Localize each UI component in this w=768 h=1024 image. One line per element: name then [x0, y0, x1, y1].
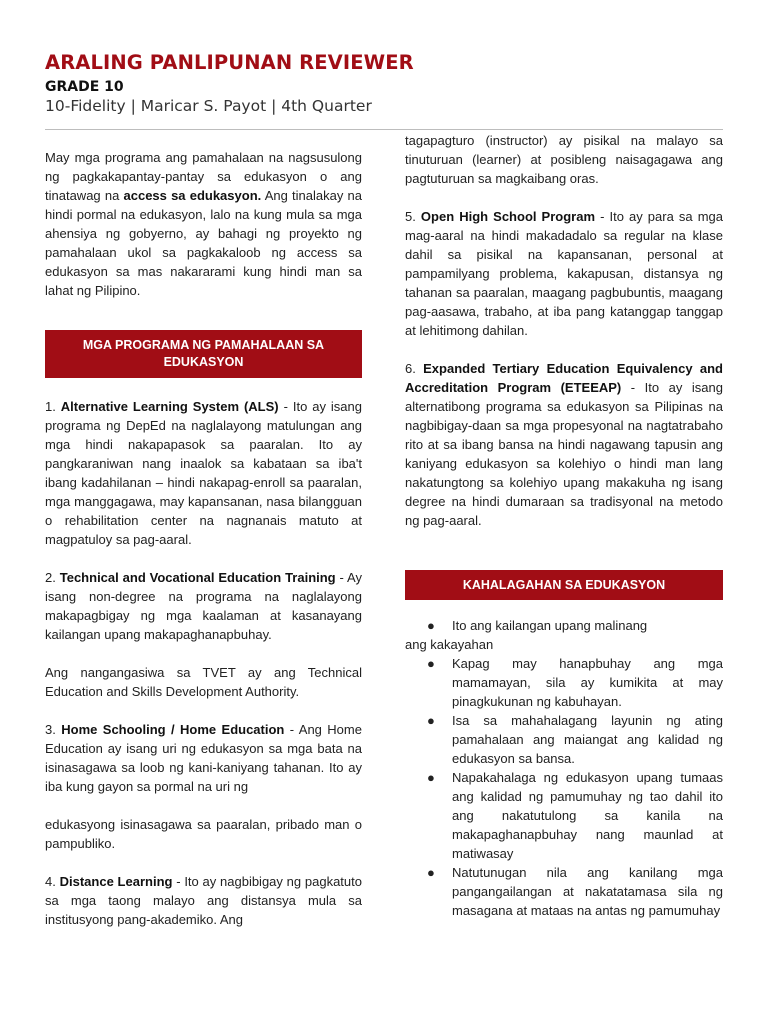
- program-number: 2.: [45, 570, 60, 585]
- program-number: 6.: [405, 361, 424, 376]
- importance-list: [405, 616, 723, 635]
- program-title: Open High School Program: [420, 209, 596, 224]
- bullet-icon: ●: [427, 618, 435, 633]
- list-item-text: Natutunugan nila ang kanilang mga pangangailangan at nakatatamasa sila ng masagana at mataas na antas ng pamumuhay: [452, 865, 723, 918]
- program-title: Expanded Tertiary Education Equivalency and Accreditation Program (ETEEAP): [405, 361, 723, 395]
- list-item: [405, 616, 723, 635]
- list-item: [405, 654, 723, 711]
- importance-list-cont: [405, 654, 723, 920]
- distance-learning-continued: tagapagturo (instructor) ay pisikal na malayo sa tinuturuan (learner) at posibleng naisagagawa ang pagtuturuan sa magkaibang oras.: [405, 133, 723, 186]
- list-item-text: Isa sa mahahalagang layunin ng ating pamahalaan ang maiangat ang kalidad ng edukasyon sa bansa.: [452, 713, 723, 766]
- program-title: Technical and Vocational Education Training: [59, 570, 336, 585]
- bullet-icon: ●: [427, 865, 435, 880]
- tvet-admin-paragraph: Ang nangangasiwa sa TVET ay ang Technical Education and Skills Development Authority.: [45, 665, 362, 699]
- program-number: 5.: [405, 209, 421, 224]
- program-body: - Ay isang non-degree na programa na naglalayong makapagbigay ng mga kaalaman at kasanayang kailangan upang makapaghanapbuhay.: [45, 570, 362, 642]
- list-item-text: Napakahalaga ng edukasyon upang tumaas ang kalidad ng pamumuhay ng tao dahil ito ang nakatutulong sa kanila na makapaghanapbuhay nang maunlad at matiwasay: [452, 770, 723, 861]
- program-body: - Ito ay isang programa ng DepEd na naglalayong matulungan ang mga hindi nakapapasok sa paaralan. Ito ay pangkaraniwan nang inaalok sa kabataan sa iba't ibang kadahilanan – hindi nakapag-enroll sa paaralan, mga manggagawa, may kapansanan, nasa bilangguan o rehabilitation center na nagnanais matuto at magpatuloy sa pag-aaral.: [45, 399, 362, 547]
- program-title: Distance Learning: [59, 874, 173, 889]
- document-title: ARALING PANLIPUNAN REVIEWER: [45, 51, 414, 74]
- right-column: [405, 131, 723, 920]
- list-item-text: Ito ang kailangan upang malinang: [452, 618, 648, 633]
- program-number: 3.: [45, 722, 62, 737]
- bullet-icon: ●: [427, 770, 435, 785]
- intro-paragraph: [45, 148, 362, 300]
- program-number: 4.: [45, 874, 60, 889]
- program-body: - Ito ay isang alternatibong programa sa edukasyon sa Pilipinas na nagbibigay-daan sa mga propesyonal na nagtatrabaho rito at sa ibang bansa na hindi nagawang tapusin ang kaniyang edukasyon sa kolehiyo o hindi man lang nakatungtong sa kolehiyo upang makakuha ng isang degree na hindi dumaraan sa tradisyonal na metodo ng pag-aaral.: [405, 380, 723, 528]
- home-schooling-continued: edukasyong isinasagawa sa paaralan, pribado man o pampubliko.: [45, 817, 362, 851]
- program-tvet: [45, 568, 362, 644]
- bullet-icon: ●: [427, 656, 435, 671]
- program-body: - Ang Home Education ay isang uri ng edukasyon sa mga bata na isinasagawa sa loob ng kani-kaniyang tahanan. Ito ay iba kung gayon sa pormal na uri ng: [45, 722, 362, 794]
- list-item: [405, 768, 723, 863]
- byline: 10-Fidelity | Maricar S. Payot | 4th Quarter: [45, 97, 372, 115]
- list-item: [405, 863, 723, 920]
- intro-text: May mga programa ang pamahalaan na nagsusulong ng pagkakapantay-pantay sa edukasyon o ang tinatawag na: [45, 150, 362, 203]
- header-divider: [45, 129, 723, 130]
- program-distance-learning: [45, 872, 362, 929]
- list-item: [405, 711, 723, 768]
- intro-term: access sa edukasyon.: [123, 188, 262, 203]
- program-als: [45, 397, 362, 549]
- left-column: [45, 148, 362, 929]
- program-body: - Ito ay nagbibigay ng pagkatuto sa mga taong malayo ang distansya mula sa institusyong pang-akademiko. Ang: [45, 874, 362, 927]
- list-item-continued: ang kakayahan: [405, 637, 494, 652]
- grade-label: GRADE 10: [45, 79, 124, 95]
- program-body: - Ito ay para sa mga mag-aaral na hindi makadadalo sa regular na klase dahil sa pisikal na kapansanan, personal at pampamilyang problema, kakapusan, distansya ng tahanan sa paaralan, maagang pagbubuntis, maagang pag-aasawa, trabaho, at iba pang katanggap tanggap at lehitimong dahilan.: [405, 209, 723, 338]
- programs-banner: MGA PROGRAMA NG PAMAHALAAN SA EDUKASYON: [45, 330, 362, 378]
- list-item-text: Kapag may hanapbuhay ang mga mamamayan, sila ay kumikita at may pinagkukunan ng kabuhayan.: [452, 656, 723, 709]
- program-number: 1.: [45, 399, 61, 414]
- program-title: Alternative Learning System (ALS): [60, 399, 279, 414]
- bullet-icon: ●: [427, 713, 435, 728]
- program-home-schooling: [45, 720, 362, 796]
- intro-text-cont: Ang tinalakay na hindi pormal na edukasyon, lalo na kung mula sa mga ahensiya ng gobyerno, ay bahagi ng proyekto ng pamahalaan ukol sa pagkakaloob ng access sa edukasyon sa mas nakararami kung hindi man sa lahat ng Pilipino.: [45, 188, 362, 298]
- importance-banner: KAHALAGAHAN SA EDUKASYON: [405, 570, 723, 600]
- program-title: Home Schooling / Home Education: [61, 722, 285, 737]
- program-open-high-school: [405, 207, 723, 340]
- program-eteeap: [405, 359, 723, 530]
